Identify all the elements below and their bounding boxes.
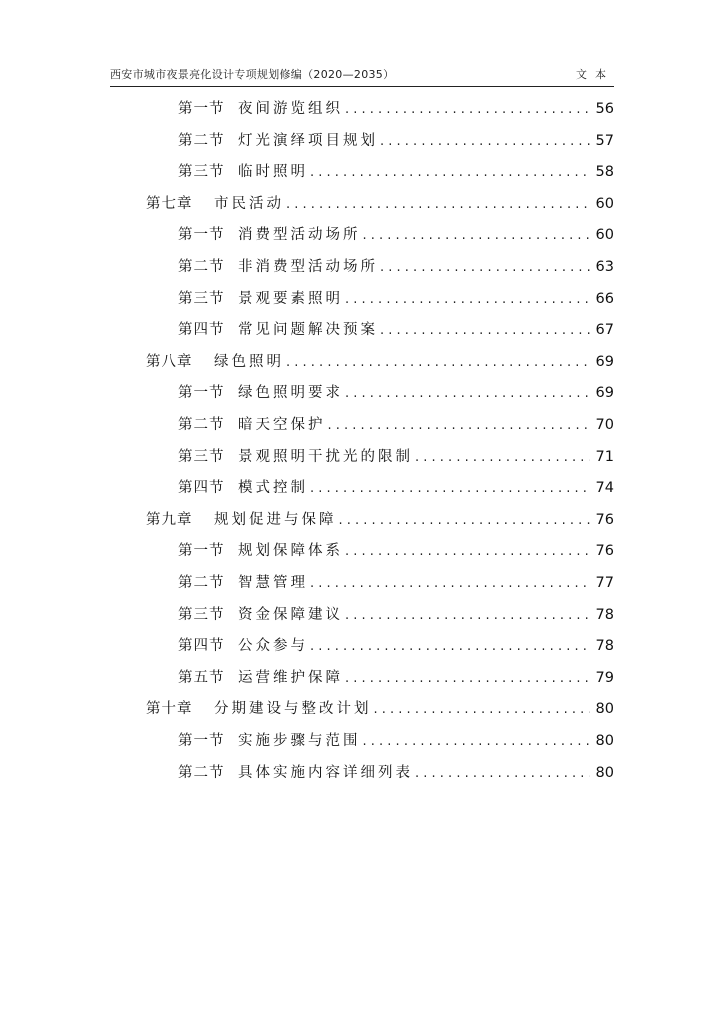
toc-entry-number: 第二节 (178, 132, 225, 149)
toc-entry-number: 第十章 (146, 701, 193, 718)
toc-entry-number: 第一节 (178, 543, 225, 560)
toc-entry-number: 第三节 (178, 164, 225, 181)
toc-entry-title: 景观要素照明 (238, 290, 343, 307)
toc-entry-number: 第二节 (178, 417, 225, 433)
toc-entry-title: 规划促进与保障 (214, 511, 337, 528)
toc-entry-title: 市民活动 (214, 195, 284, 212)
toc-entry-page: 80 (595, 701, 614, 718)
toc-entry-page: 80 (595, 733, 614, 749)
toc-section-entry[interactable] (0, 571, 614, 593)
toc-entry-number: 第一节 (178, 733, 225, 749)
toc-entry-number: 第一节 (178, 101, 225, 117)
toc-leader-dots (380, 260, 590, 275)
toc-leader-dots (363, 734, 590, 749)
toc-chapter-entry[interactable] (0, 508, 614, 530)
toc-leader-dots (345, 544, 590, 559)
toc-entry-page: 58 (595, 164, 614, 181)
toc-entry-title: 夜间游览组织 (238, 101, 343, 117)
toc-leader-dots (328, 418, 590, 433)
toc-entry-title: 暗天空保护 (238, 417, 326, 433)
toc-entry-page: 56 (595, 101, 614, 117)
toc-entry-page: 67 (595, 322, 614, 339)
toc-leader-dots (345, 608, 590, 623)
toc-entry-title: 非消费型活动场所 (238, 259, 378, 275)
toc-entry-number: 第二节 (178, 764, 225, 781)
toc-leader-dots (374, 702, 590, 717)
toc-entry-page: 74 (595, 480, 614, 497)
toc-entry-page: 69 (595, 385, 614, 402)
toc-leader-dots (345, 671, 590, 686)
toc-entry-number: 第四节 (178, 322, 225, 339)
toc-section-entry[interactable] (0, 318, 614, 340)
toc-entry-title: 灯光演绎项目规划 (238, 132, 378, 149)
toc-entry-page: 66 (595, 290, 614, 307)
toc-entry-number: 第五节 (178, 669, 225, 686)
toc-entry-page: 60 (595, 195, 614, 212)
toc-section-entry[interactable] (0, 666, 614, 688)
toc-entry-page: 80 (595, 764, 614, 781)
toc-entry-number: 第一节 (178, 385, 225, 402)
toc-entry-title: 运营维护保障 (238, 669, 343, 686)
toc-section-entry[interactable] (0, 476, 614, 498)
toc-entry-title: 公众参与 (238, 638, 308, 655)
toc-section-entry[interactable] (0, 223, 614, 245)
toc-entry-number: 第四节 (178, 480, 225, 497)
toc-entry-number: 第三节 (178, 448, 225, 465)
page-header (110, 66, 614, 87)
toc-leader-dots (310, 576, 590, 591)
toc-entry-title: 资金保障建议 (238, 606, 343, 623)
toc-leader-dots (310, 639, 590, 654)
toc-leader-dots (345, 292, 590, 307)
toc-section-entry[interactable] (0, 539, 614, 561)
toc-section-entry[interactable] (0, 413, 614, 435)
toc-section-entry[interactable] (0, 729, 614, 751)
toc-entry-page: 70 (595, 417, 614, 433)
toc-entry-page: 63 (595, 259, 614, 275)
toc-entry-title: 消费型活动场所 (238, 227, 361, 244)
toc-entry-number: 第八章 (146, 353, 193, 370)
toc-entry-title: 智慧管理 (238, 575, 308, 591)
toc-entry-title: 临时照明 (238, 164, 308, 181)
toc-leader-dots (286, 197, 590, 212)
toc-entry-number: 第一节 (178, 227, 225, 244)
toc-entry-number: 第二节 (178, 259, 225, 275)
toc-section-entry[interactable] (0, 129, 614, 151)
toc-leader-dots (345, 102, 590, 117)
toc-entry-page: 76 (595, 511, 614, 528)
toc-entry-page: 71 (595, 448, 614, 465)
toc-section-entry[interactable] (0, 255, 614, 277)
toc-entry-number: 第三节 (178, 606, 225, 623)
toc-leader-dots (310, 481, 590, 496)
toc-leader-dots (380, 134, 590, 149)
toc-leader-dots (363, 228, 590, 243)
toc-entry-page: 78 (595, 606, 614, 623)
toc-entry-page: 78 (595, 638, 614, 655)
header-section-label: 文本 (576, 68, 614, 81)
toc-chapter-entry[interactable] (0, 192, 614, 214)
toc-leader-dots (310, 165, 590, 180)
toc-entry-title: 常见问题解决预案 (238, 322, 378, 339)
toc-entry-page: 79 (595, 669, 614, 686)
toc-leader-dots (415, 766, 590, 781)
toc-entry-page: 76 (595, 543, 614, 560)
toc-entry-page: 69 (595, 353, 614, 370)
toc-section-entry[interactable] (0, 445, 614, 467)
toc-leader-dots (286, 355, 590, 370)
toc-entry-title: 绿色照明 (214, 353, 284, 370)
toc-leader-dots (415, 450, 590, 465)
toc-entry-page: 57 (595, 132, 614, 149)
toc-entry-title: 分期建设与整改计划 (214, 701, 372, 718)
toc-leader-dots (345, 386, 590, 401)
toc-entry-title: 模式控制 (238, 480, 308, 497)
toc-leader-dots (339, 513, 590, 528)
toc-section-entry[interactable] (0, 381, 614, 403)
toc-section-entry[interactable] (0, 603, 614, 625)
toc-section-entry[interactable] (0, 761, 614, 783)
toc-entry-title: 实施步骤与范围 (238, 733, 361, 749)
toc-entry-title: 具体实施内容详细列表 (238, 764, 413, 781)
toc-entry-number: 第四节 (178, 638, 225, 655)
toc-entry-number: 第九章 (146, 511, 193, 528)
toc-entry-number: 第二节 (178, 575, 225, 591)
toc-entry-number: 第七章 (146, 195, 193, 212)
toc-entry-page: 60 (595, 227, 614, 244)
header-title: 西安市城市夜景亮化设计专项规划修编（2020—2035） (110, 68, 395, 81)
toc-leader-dots (380, 323, 590, 338)
toc-section-entry[interactable] (0, 160, 614, 182)
toc-section-entry[interactable] (0, 287, 614, 309)
toc-entry-title: 景观照明干扰光的限制 (238, 448, 413, 465)
toc-entry-title: 绿色照明要求 (238, 385, 343, 402)
toc-chapter-entry[interactable] (0, 350, 614, 372)
toc-chapter-entry[interactable] (0, 697, 614, 719)
toc-entry-title: 规划保障体系 (238, 543, 343, 560)
toc-section-entry[interactable] (0, 97, 614, 119)
toc-section-entry[interactable] (0, 634, 614, 656)
toc-entry-number: 第三节 (178, 290, 225, 307)
toc-entry-page: 77 (595, 575, 614, 591)
